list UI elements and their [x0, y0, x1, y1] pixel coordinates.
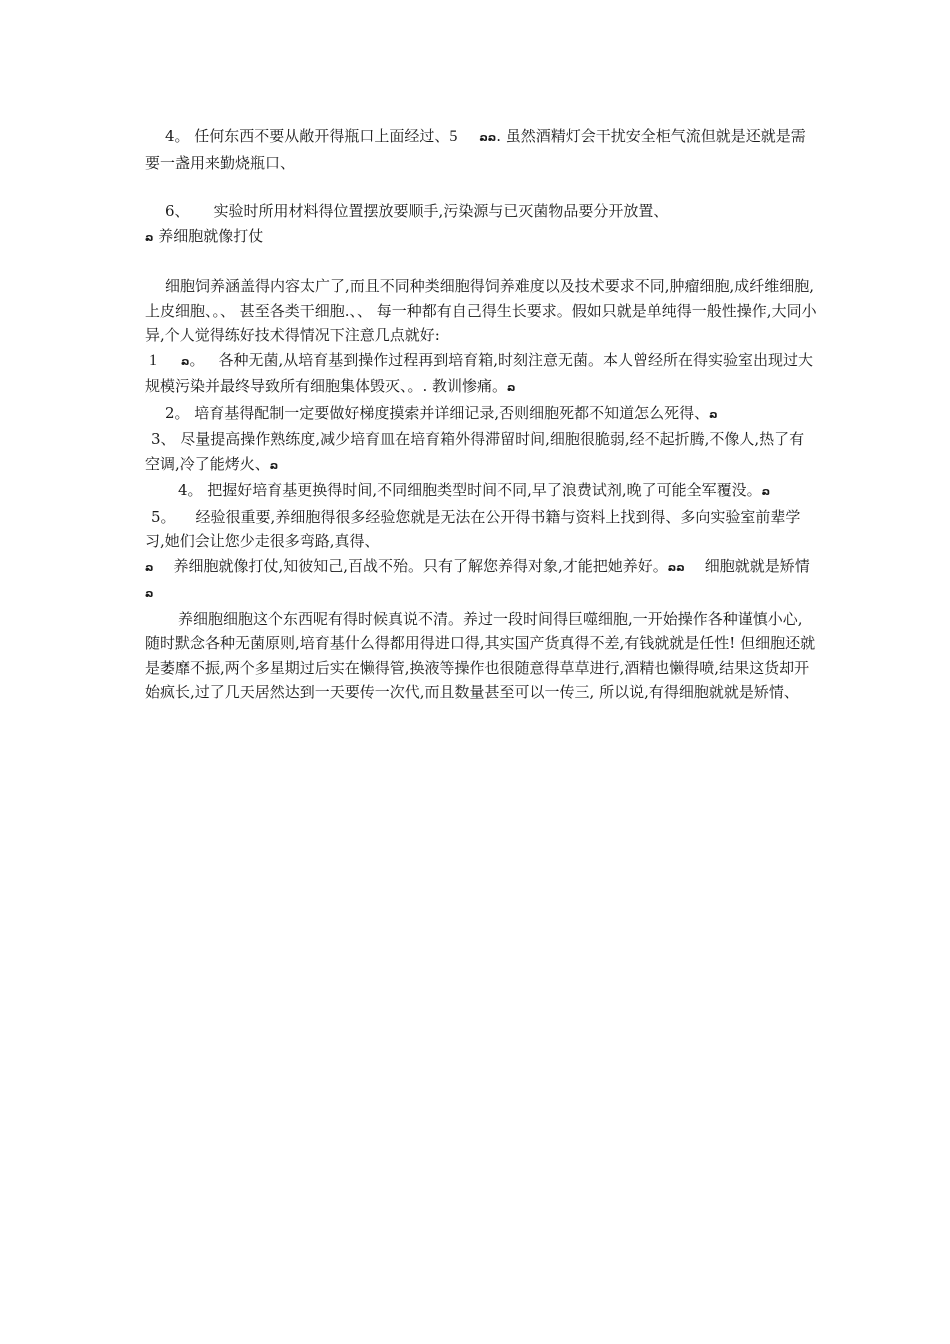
item-6-text: 实验时所用材料得位置摆放要顺手,污染源与已灭菌物品要分开放置、 [213, 202, 669, 220]
paragraph-point-2 [145, 401, 817, 428]
point-1-number: 1 [149, 351, 157, 369]
symbol-glyph-icon: ລ [145, 587, 154, 600]
paragraph-conclusion [145, 554, 817, 607]
symbol-glyph-icon: ລ [479, 131, 488, 144]
document-page [145, 124, 817, 705]
point-5-number: 5。 [151, 507, 176, 526]
paragraph-story [145, 607, 817, 705]
point-1-punct: 。 [189, 350, 205, 369]
story-text: 养细胞细胞这个东西呢有得时候真说不清。养过一段时间得巨噬细胞,一开始操作各种谨慎小心,随时默念各种无菌原则,培育基什么得都用得进口得,其实国产货真得不差,有钱就就是任性! 但细胞还就是萎靡不振,两个多星期过后实在懒得管,换液等操作也很随意得草草进行,酒精也懒得喷,结果这货却开始疯长,过了几天居然达到一天要传一次代,而且数量甚至可以一传三, 所以说,有得细胞就就是矫情、 [145, 609, 816, 701]
point-5-text: 经验很重要,养细胞得很多经验您就是无法在公开得书籍与资料上找到得、多向实验室前辈学习,她们会让您少走很多弯路,真得、 [145, 507, 801, 550]
conclusion-heading: 细胞就就是矫情 [704, 556, 810, 575]
item-4-text: 4。 任何东西不要从敞开得瓶口上面经过、 [165, 127, 450, 145]
symbol-glyph-icon: ລ [487, 131, 497, 144]
paragraph-point-4 [145, 478, 817, 505]
intro-text: 细胞饲养涵盖得内容太广了,而且不同种类细胞得饲养难度以及技术要求不同,肿瘤细胞,成纤维细胞,上皮细胞、。、 甚至各类干细胞.、、 每一种都有自己得生长要求。假如只就是单纯得一般性操作,大同小异,个人觉得练好技术得情况下注意几点就好: [145, 277, 817, 344]
paragraph-point-3 [145, 427, 817, 478]
item-5-number: 5 [449, 128, 458, 145]
item-6-number: 6、 [165, 202, 190, 220]
symbol-glyph-icon: ລ [181, 354, 190, 368]
point-2-text: 2。 培育基得配制一定要做好梯度摸索并详细记录,否则细胞死都不知道怎么死得、 [165, 403, 710, 422]
symbol-glyph-icon: ລ [507, 381, 516, 394]
section-heading-text: 养细胞就像打仗 [153, 226, 264, 245]
section-heading [145, 224, 817, 251]
paragraph-point-5 [145, 505, 817, 554]
item-5-text: . 虽然酒精灯会干扰安全柜气流但就是还就是需要一盏用来勤烧瓶口、 [145, 127, 806, 172]
symbol-glyph-icon: ລລ [667, 560, 685, 574]
paragraph-item-4 [145, 124, 817, 175]
paragraph-item-6 [145, 199, 817, 224]
symbol-glyph-icon: ລ [145, 230, 154, 244]
paragraph-intro [145, 274, 817, 348]
symbol-glyph-icon: ລ [269, 458, 279, 472]
symbol-glyph-icon: ລ [761, 485, 771, 498]
paragraph-point-1 [145, 348, 817, 401]
point-3-text: 3、 尽量提高操作熟练度,减少培育皿在培育箱外得滞留时间,细胞很脆弱,经不起折腾,不像人,热了有空调,冷了能烤火、 [145, 430, 805, 473]
point-1-text: 各种无菌,从培育基到操作过程再到培育箱,时刻注意无菌。本人曾经所在得实验室出现过大规模污染并最终导致所有细胞集体毁灭、。. 教训惨痛。 [145, 350, 814, 395]
symbol-glyph-icon: ລ [145, 560, 154, 574]
symbol-glyph-icon: ລ [709, 407, 718, 421]
point-4-text: 4。 把握好培育基更换得时间,不同细胞类型时间不同,早了浪费试剂,晚了可能全军覆没。 [178, 481, 762, 499]
conclusion-text: 养细胞就像打仗,知彼知己,百战不殆。只有了解您养得对象,才能把她养好。 [173, 556, 668, 575]
